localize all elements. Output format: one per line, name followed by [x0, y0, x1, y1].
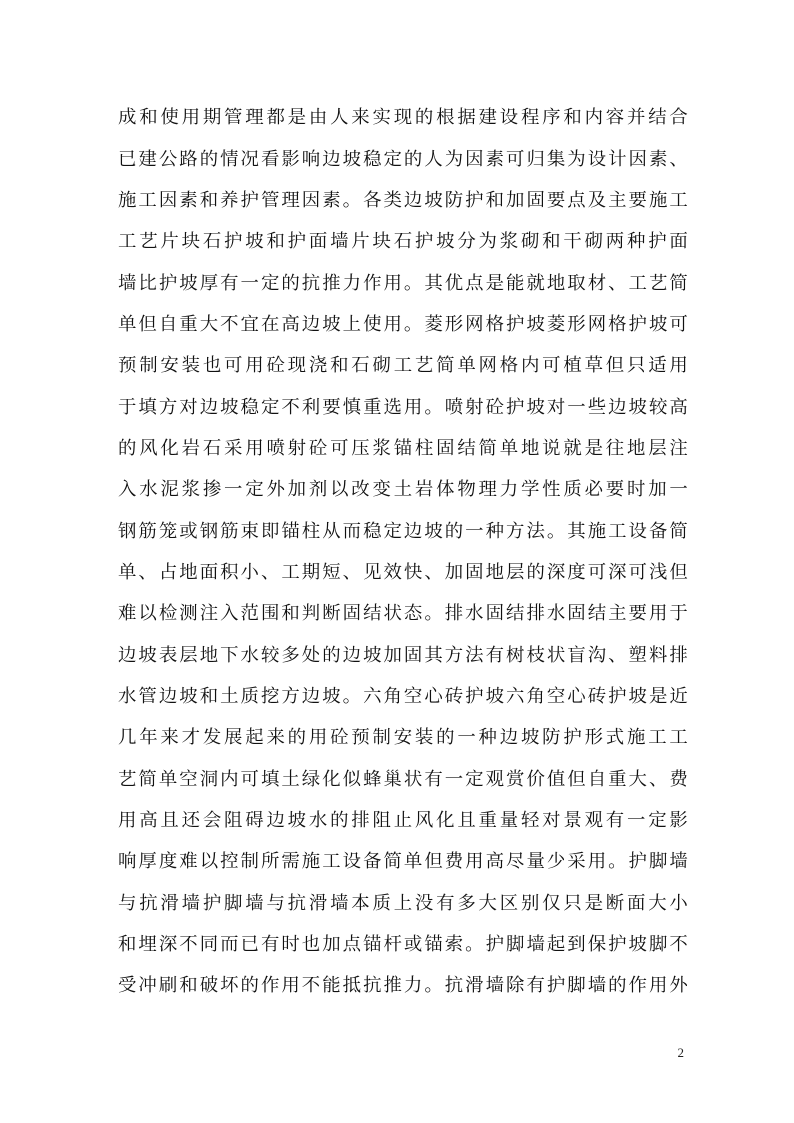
text-line: 墙比护坡厚有一定的抗推力作用。其优点是能就地取材、工艺简	[118, 273, 688, 294]
text-line: 工艺片块石护坡和护面墙片块石护坡分为浆砌和干砌两种护面	[118, 231, 688, 252]
text-line: 边坡表层地下水较多处的边坡加固其方法有树枝状盲沟、塑料排	[118, 645, 688, 666]
text-line: 单、占地面积小、工期短、见效快、加固地层的深度可深可浅但	[118, 562, 688, 583]
text-line: 响厚度难以控制所需施工设备简单但费用高尽量少采用。护脚墙	[118, 851, 688, 872]
text-line: 难以检测注入范围和判断固结状态。排水固结排水固结主要用于	[118, 603, 688, 624]
text-line: 入水泥浆掺一定外加剂以改变土岩体物理力学性质必要时加一	[118, 479, 688, 500]
page-number: 2	[677, 1045, 684, 1060]
text-line: 水管边坡和土质挖方边坡。六角空心砖护坡六角空心砖护坡是近	[118, 686, 688, 707]
text-line: 的风化岩石采用喷射砼可压浆锚柱固结简单地说就是往地层注	[118, 438, 688, 459]
text-line: 于填方对边坡稳定不利要慎重选用。喷射砼护坡对一些边坡较高	[118, 397, 688, 418]
text-line: 成和使用期管理都是由人来实现的根据建设程序和内容并结合	[118, 107, 688, 128]
text-line: 受冲刷和破坏的作用不能抵抗推力。抗滑墙除有护脚墙的作用外	[118, 975, 688, 996]
text-line: 钢筋笼或钢筋束即锚柱从而稳定边坡的一种方法。其施工设备简	[118, 521, 688, 542]
text-line: 艺简单空洞内可填土绿化似蜂巢状有一定观赏价值但自重大、费	[118, 769, 688, 790]
text-line: 用高且还会阻碍边坡水的排阻止风化且重量轻对景观有一定影	[118, 810, 688, 831]
text-line: 预制安装也可用砼现浇和石砌工艺简单网格内可植草但只适用	[118, 355, 688, 376]
text-line: 几年来才发展起来的用砼预制安装的一种边坡防护形式施工工	[118, 727, 688, 748]
text-line: 单但自重大不宜在高边坡上使用。菱形网格护坡菱形网格护坡可	[118, 314, 688, 335]
text-line: 施工因素和养护管理因素。各类边坡防护和加固要点及主要施工	[118, 190, 688, 211]
text-line: 和埋深不同而已有时也加点锚杆或锚索。护脚墙起到保护坡脚不	[118, 934, 688, 955]
text-line: 已建公路的情况看影响边坡稳定的人为因素可归集为设计因素、	[118, 149, 688, 170]
text-line: 与抗滑墙护脚墙与抗滑墙本质上没有多大区别仅只是断面大小	[118, 893, 688, 914]
